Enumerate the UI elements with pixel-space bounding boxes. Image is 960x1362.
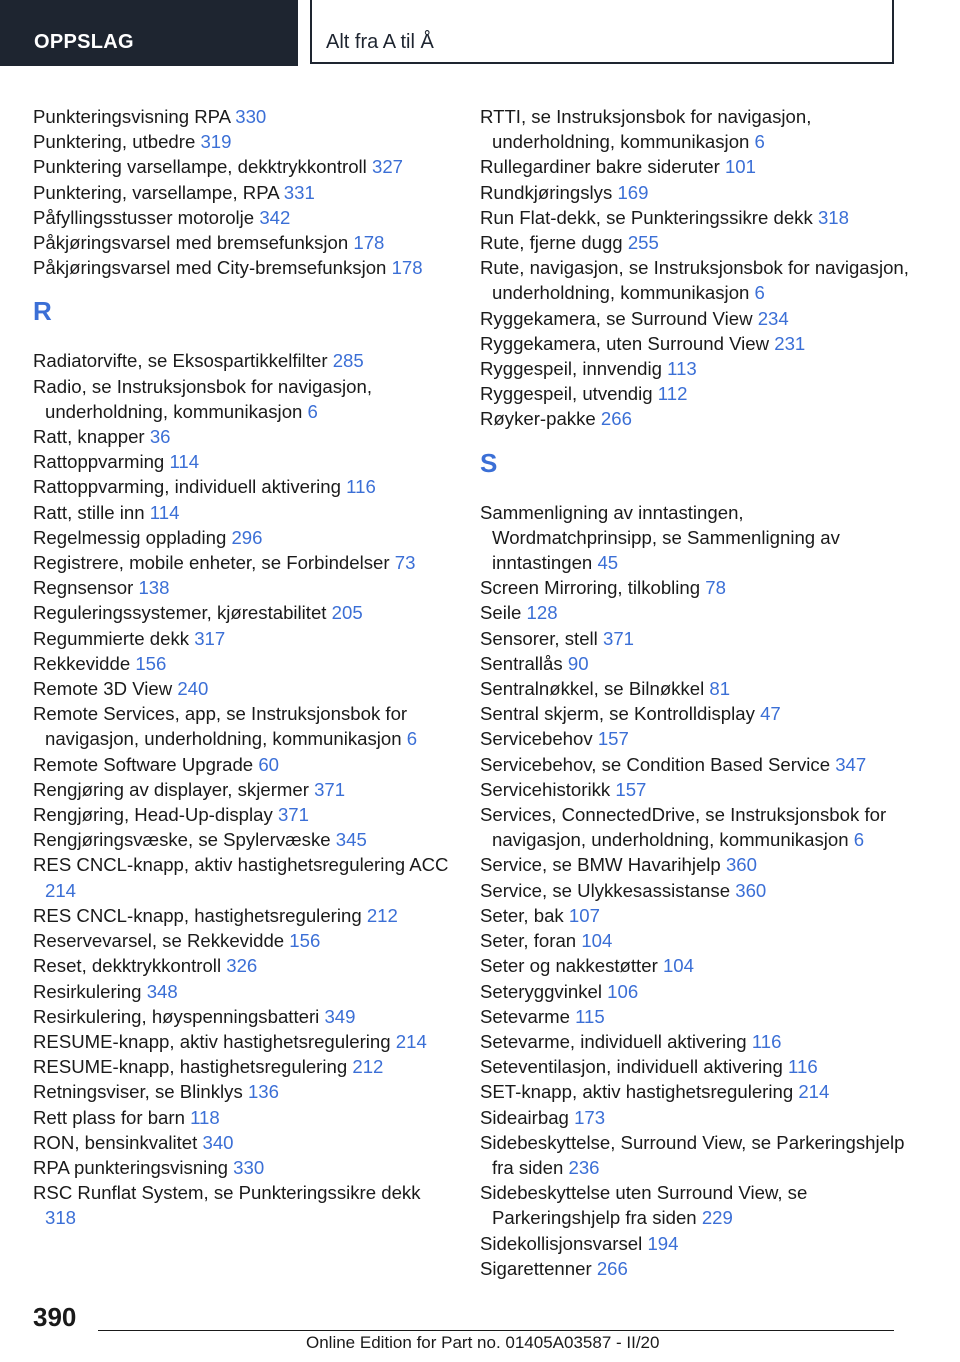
page-reference-link[interactable]: 240 [177,678,209,700]
index-entry [480,1029,910,1054]
index-entry [480,1130,910,1180]
index-entry [33,449,453,474]
index-entry-text: Rundkjøringslys [480,181,613,203]
index-entry-text: Remote Software Upgrade [33,753,254,775]
index-entry [33,230,453,255]
page-reference-link[interactable]: 114 [169,451,200,473]
index-entry [33,550,453,575]
page-reference-link[interactable]: 266 [600,408,632,430]
index-entry [480,852,910,877]
page-header [0,0,960,66]
page-reference-link[interactable]: 115 [575,1005,605,1027]
index-entry-text: Sensorer, stell [480,627,598,649]
index-entry-text: Ryggekamera, uten Surround View [480,332,770,354]
page-reference-link[interactable]: 112 [657,383,688,405]
page-reference-link[interactable]: 113 [667,358,697,380]
index-entry-text: Regelmessig opplading [33,526,227,548]
page-reference-link[interactable]: 205 [331,602,363,624]
index-entry-text: Radiatorvifte, se Eksospartikkelfilter [33,350,328,372]
index-column-left [33,104,453,1231]
index-entry-text: Punkteringsvisning RPA [33,106,231,127]
index-entry [33,348,453,373]
page-reference-link[interactable]: 45 [597,552,619,574]
index-entry [480,356,910,381]
index-letter-heading: S [480,447,498,478]
page-reference-link[interactable]: 317 [194,627,226,649]
page-reference-link[interactable]: 330 [235,106,267,127]
index-entry [33,752,453,777]
page-reference-link[interactable]: 236 [568,1156,600,1178]
index-entry-text: Seteventilasjon, individuell aktivering [480,1056,783,1078]
index-entry [33,255,453,280]
page-reference-link[interactable]: 178 [391,257,423,279]
page-reference-link[interactable]: 266 [596,1257,628,1279]
index-entry-text: Sigarettenner [480,1257,592,1279]
page-reference-link[interactable]: 360 [735,879,767,901]
index-entry-text: Rengjøringsvæske, se Spylervæske [33,829,331,851]
index-entry [33,1105,453,1130]
page-reference-link[interactable]: 116 [788,1056,818,1078]
index-entry-text: Sentrallås [480,652,563,674]
index-entry [480,600,910,625]
index-entry-text: Påfyllingsstusser motorolje [33,206,255,228]
page-reference-link[interactable]: 255 [627,232,659,254]
index-entry [33,852,453,902]
page-reference-link[interactable]: 60 [258,753,279,775]
index-entry-text: Rattoppvarming [33,451,165,473]
index-entry [33,424,453,449]
index-entry [480,575,910,600]
index-entry-text: Ratt, knapper [33,426,145,448]
index-entry-text: Sentral skjerm, se Kontrolldisplay [480,703,755,725]
index-entry-text: Rattoppvarming, individuell aktivering [33,476,341,498]
index-entry-text: Sidebeskyttelse uten Surround View, se Parkeringshjelp fra siden [480,1182,808,1229]
index-entry [33,180,453,205]
index-entry-text: Rett plass for barn [33,1106,185,1128]
index-entry-text: Påkjøringsvarsel med bremsefunksjon [33,232,349,254]
page-reference-link[interactable]: 116 [751,1030,782,1052]
page-reference-link[interactable]: 36 [149,426,171,448]
page-reference-link[interactable]: 348 [146,980,178,1002]
index-entry [33,104,453,129]
index-entry [480,306,910,331]
index-entry-text: Ryggespeil, utvendig [480,383,653,405]
index-entry-text: Remote Services, app, se Instruksjonsbok for navigasjon, underholdning, kommunikasjon [33,703,408,750]
index-entry-text: Rengjøring, Head-Up-display [33,804,273,826]
index-entry-text: Servicebehov, se Condition Based Service [480,753,831,775]
page-reference-link[interactable]: 231 [774,332,806,354]
section-title: OPPSLAG [0,0,298,66]
page-number: 390 [33,1302,77,1332]
index-entry-text: Røyker-pakke [480,408,596,430]
index-entry-text: Rullegardiner bakre sideruter [480,156,720,178]
index-entry-text: Servicehistorikk [480,778,611,800]
index-entry-text: Setevarme, individuell aktivering [480,1030,747,1052]
index-entry-text: RES CNCL-knapp, aktiv hastighetsregulering ACC [33,854,449,876]
page-reference-link[interactable]: 6 [307,400,318,422]
index-entry-text: Punktering, varsellampe, RPA [33,181,279,203]
index-entry [33,1130,453,1155]
index-entry [480,104,910,154]
page-reference-link[interactable]: 114 [149,501,180,523]
index-entry [480,1180,910,1230]
index-entry [33,827,453,852]
page-reference-link[interactable]: 326 [226,955,258,977]
index-entry [480,406,910,431]
index-entry [33,953,453,978]
page-reference-link[interactable]: 214 [395,1030,427,1052]
index-entry [33,928,453,953]
index-entry-text: Retningsviser, se Blinklys [33,1081,243,1103]
index-entry-text: Reset, dekktrykkontroll [33,955,222,977]
index-entry-text: Run Flat-dekk, se Punkteringssikre dekk [480,206,813,228]
page-reference-link[interactable]: 285 [332,350,364,372]
page-reference-link[interactable]: 371 [277,804,309,826]
index-entry [480,1004,910,1029]
page-reference-link[interactable]: 73 [394,552,416,574]
index-entry-text: Seter, foran [480,930,577,952]
page-reference-link[interactable]: 136 [247,1081,279,1103]
page-reference-link[interactable]: 116 [346,476,376,498]
index-entry-text: Ryggespeil, innvendig [480,358,662,380]
index-entry [480,953,910,978]
index-entry-text: Resirkulering [33,980,142,1002]
index-entry [480,928,910,953]
index-entry [480,180,910,205]
page-reference-link[interactable]: 118 [190,1106,220,1128]
index-entry [480,802,910,852]
page-reference-link[interactable]: 128 [526,602,558,624]
index-entry [480,1231,910,1256]
page-reference-link[interactable]: 214 [798,1081,830,1103]
page-reference-link[interactable]: 107 [568,904,600,926]
index-entry [33,903,453,928]
page-reference-link[interactable]: 318 [817,206,849,228]
index-entry-text: Service, se Ulykkesassistanse [480,879,731,901]
page-reference-link[interactable]: 157 [597,728,629,750]
page-reference-link[interactable]: 345 [335,829,367,851]
index-entry [480,205,910,230]
index-entry [33,701,453,751]
index-entry [33,500,453,525]
page-reference-link[interactable]: 327 [371,156,404,178]
index-entry-text: Regummierte dekk [33,627,190,649]
index-entry-text: Resirkulering, høyspenningsbatteri [33,1005,320,1027]
index-entry-text: RESUME-knapp, aktiv hastighetsregulering [33,1030,391,1052]
index-entry [480,979,910,1004]
index-entry [33,1180,453,1230]
page-reference-link[interactable]: 319 [200,131,232,153]
index-entry-text: Sammenligning av inntastingen, Wordmatchprinsipp, se Sammenligning av inntastingen [480,501,840,574]
page-reference-link[interactable]: 296 [231,526,263,548]
index-entry-text: Sidebeskyttelse, Surround View, se Parkeringshjelp fra siden [480,1131,905,1178]
index-entry [480,752,910,777]
index-entry [480,626,910,651]
index-entry [480,878,910,903]
index-entry [480,1105,910,1130]
page-reference-link[interactable]: 318 [45,1207,77,1229]
index-entry [33,651,453,676]
index-entry [480,777,910,802]
index-entry-text: Påkjøringsvarsel med City-bremsefunksjon [33,257,387,279]
index-entry-text: Rute, fjerne dugg [480,232,623,254]
index-entry [33,1054,453,1079]
index-entry-text: Punktering, utbedre [33,131,196,153]
index-entry [480,1256,910,1281]
page-reference-link[interactable]: 212 [366,904,398,926]
index-entry-text: Rengjøring av displayer, skjermer [33,778,309,800]
index-entry [33,374,453,424]
page-reference-link[interactable]: 157 [615,778,647,800]
chapter-title: Alt fra A til Å [310,0,894,64]
index-entry-text: Reservevarsel, se Rekkevidde [33,930,285,952]
index-entry-text: Reguleringssystemer, kjørestabilitet [33,602,327,624]
page-reference-link[interactable]: 360 [725,854,757,876]
index-entry [33,129,453,154]
index-entry-text: Seteryggvinkel [480,980,602,1002]
index-entry-text: Service, se BMW Havarihjelp [480,854,721,876]
index-entry-text: RTTI, se Instruksjonsbok for navigasjon, underholdning, kommunikasjon [480,106,812,153]
index-entry [480,381,910,406]
page-reference-link[interactable]: 6 [754,282,765,304]
page-reference-link[interactable]: 234 [757,307,789,329]
index-entry [480,676,910,701]
index-entry-text: Setevarme [480,1005,570,1027]
page-reference-link[interactable]: 340 [202,1131,234,1153]
index-entry [480,1054,910,1079]
index-entry [33,1079,453,1104]
page-reference-link[interactable]: 173 [574,1106,606,1128]
index-letter-heading: R [33,296,52,327]
page-reference-link[interactable]: 90 [567,652,589,674]
page-reference-link[interactable]: 229 [701,1207,733,1229]
footer-divider [98,1330,894,1331]
page-reference-link[interactable]: 371 [314,778,346,800]
index-entry [480,701,910,726]
page-reference-link[interactable]: 104 [581,930,613,952]
index-entry [480,726,910,751]
index-entry-text: Registrere, mobile enheter, se Forbindelser [33,552,390,574]
index-entry [33,626,453,651]
page-reference-link[interactable]: 47 [760,703,781,725]
index-entry [480,255,910,305]
index-entry-text: RES CNCL-knapp, hastighetsregulering [33,904,362,926]
index-entry [480,154,910,179]
page-reference-link[interactable]: 81 [709,678,731,700]
index-entry [33,575,453,600]
page-reference-link[interactable]: 331 [283,181,315,203]
index-entry [33,802,453,827]
index-entry-text: Rekkevidde [33,652,131,674]
index-entry-text: Regnsensor [33,577,134,599]
page-reference-link[interactable]: 169 [617,181,649,203]
edition-info: Online Edition for Part no. 01405A03587 - II/20 [306,1333,660,1352]
index-entry [33,600,453,625]
index-entry [480,331,910,356]
index-entry-text: Radio, se Instruksjonsbok for navigasjon, underholdning, kommunikasjon [33,375,372,422]
index-entry [33,1004,453,1029]
page-reference-link[interactable]: 6 [406,728,418,750]
page-reference-link[interactable]: 178 [353,232,385,254]
index-entry-text: RON, bensinkvalitet [33,1131,198,1153]
index-entry [33,474,453,499]
index-entry-text: Seter, bak [480,904,564,926]
index-entry-text: Ratt, stille inn [33,501,145,523]
page-reference-link[interactable]: 106 [607,980,639,1002]
index-entry-text: Ryggekamera, se Surround View [480,307,753,329]
page-reference-link[interactable]: 212 [352,1056,384,1078]
index-entry-text: Seter og nakkestøtter [480,955,658,977]
index-entry [33,1155,453,1180]
page-reference-link[interactable]: 6 [754,131,765,153]
page-reference-link[interactable]: 194 [647,1232,679,1254]
index-entry-text: Screen Mirroring, tilkobling [480,577,701,599]
index-entry [33,777,453,802]
page-reference-link[interactable]: 156 [289,930,321,952]
page-reference-link[interactable]: 371 [603,627,635,649]
index-entry-text: Seile [480,602,522,624]
page-reference-link[interactable]: 101 [724,156,756,178]
page-reference-link[interactable]: 330 [233,1156,265,1178]
page-reference-link[interactable]: 342 [259,206,291,228]
index-entry [480,903,910,928]
index-entry [480,230,910,255]
index-entry-text: RPA punkteringsvisning [33,1156,228,1178]
index-entry-text: RSC Runflat System, se Punkteringssikre dekk [33,1182,421,1204]
page-reference-link[interactable]: 104 [662,955,694,977]
page-reference-link[interactable]: 6 [853,829,865,851]
index-entry-text: Remote 3D View [33,678,173,700]
page-reference-link[interactable]: 214 [45,879,77,901]
index-column-right [480,104,910,1281]
page-reference-link[interactable]: 78 [705,577,726,599]
index-entry-text: Sidekollisjonsvarsel [480,1232,643,1254]
index-entry-text: Punktering varsellampe, dekktrykkontroll [33,156,367,178]
index-entry-text: Sentralnøkkel, se Bilnøkkel [480,678,705,700]
index-entry-text: Rute, navigasjon, se Instruksjonsbok for navigasjon, underholdning, kommunikasjon [480,257,909,304]
page-reference-link[interactable]: 156 [135,652,167,674]
index-entry-text: Sideairbag [480,1106,569,1128]
index-entry [480,651,910,676]
page-reference-link[interactable]: 349 [324,1005,356,1027]
index-entry [33,154,453,179]
index-entry-text: Servicebehov [480,728,593,750]
index-entry [33,979,453,1004]
index-entry [480,500,910,576]
index-entry-text: Services, ConnectedDrive, se Instruksjonsbok for navigasjon, underholdning, kommunikasjon [480,804,887,851]
index-entry [480,1079,910,1104]
index-entry [33,525,453,550]
page-reference-link[interactable]: 138 [138,577,170,599]
index-entry [33,676,453,701]
index-entry-text: SET-knapp, aktiv hastighetsregulering [480,1081,794,1103]
index-entry-text: RESUME-knapp, hastighetsregulering [33,1056,348,1078]
page-reference-link[interactable]: 347 [835,753,867,775]
index-entry [33,1029,453,1054]
index-entry [33,205,453,230]
